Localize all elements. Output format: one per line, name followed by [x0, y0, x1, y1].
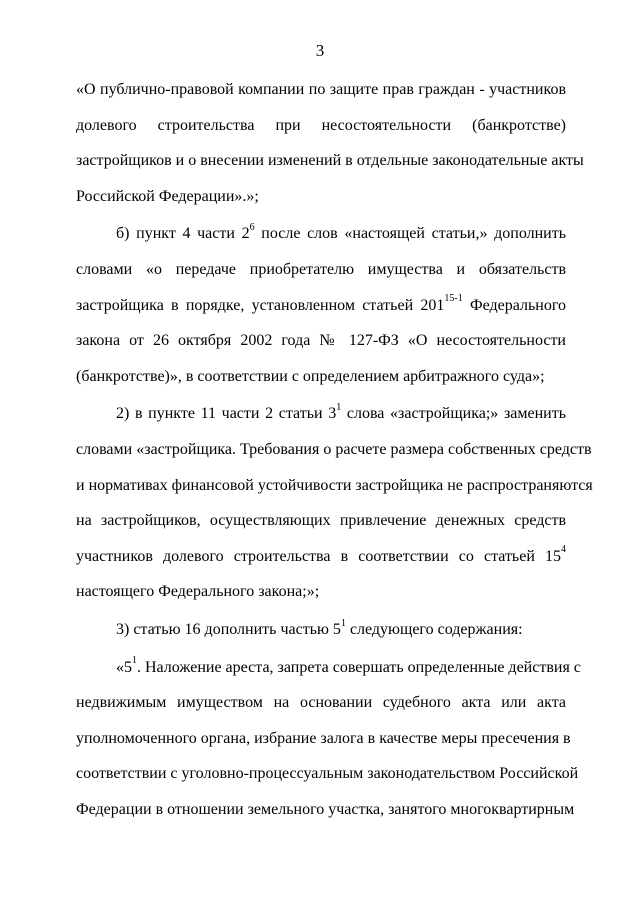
- text-line: (банкротстве)», в соответствии с определением арбитражного суда»;: [76, 367, 545, 385]
- text-line: словами «о передаче приобретателю имущества и обязательств: [76, 260, 566, 278]
- superscript: 1: [336, 402, 342, 414]
- superscript: 6: [249, 222, 255, 234]
- paragraph-point-2: [76, 396, 593, 610]
- text-fragment: участников долевого строительства в соответствии со статьей 15: [76, 547, 561, 565]
- document-body: [76, 72, 593, 827]
- text-fragment: следующего содержания:: [345, 620, 523, 638]
- text-fragment: 2) в пункте 11 части 2 статьи 3: [116, 405, 337, 423]
- text-fragment: б) пункт 4 части 2: [116, 225, 250, 243]
- text-line: [76, 539, 566, 575]
- superscript: 1: [132, 655, 137, 667]
- text-line: на застройщиков, осуществляющих привлечение денежных средств: [76, 512, 566, 530]
- text-line: [76, 612, 566, 648]
- text-line: словами «застройщика. Требования о расчете размера собственных средств: [76, 440, 592, 458]
- text-line: [76, 216, 566, 252]
- paragraph-law-title-continuation: [76, 72, 584, 214]
- superscript: 15-1: [444, 293, 463, 305]
- paragraph-subpoint-b: [76, 216, 566, 394]
- text-line: Федерации в отношении земельного участка, занятого многоквартирным: [76, 800, 575, 818]
- text-line: застройщиков и о внесении изменений в отдельные законодательные акты: [76, 152, 584, 170]
- paragraph-part-5-1: [76, 650, 581, 828]
- text-fragment: 3) статью 16 дополнить частью 5: [116, 620, 341, 638]
- text-line: [76, 288, 566, 324]
- text-fragment: застройщика в порядке, установленном статьей 201: [76, 296, 445, 314]
- text-line: настоящего Федерального закона;»;: [76, 583, 320, 601]
- text-line: уполномоченного органа, избрание залога в качестве меры пресечения в: [76, 729, 571, 747]
- text-line: Российской Федерации».»;: [76, 187, 259, 205]
- superscript: 1: [340, 617, 346, 629]
- text-line: [76, 650, 581, 686]
- text-fragment: слова «застройщика;» заменить: [341, 405, 567, 423]
- text-line: долевого строительства при несостоятельности (банкротстве): [76, 116, 566, 134]
- text-fragment: . Наложение ареста, запрета совершать определенные действия с: [137, 658, 581, 676]
- text-fragment: «5: [116, 658, 132, 676]
- text-fragment: Федерального: [462, 296, 567, 314]
- paragraph-point-3: [76, 612, 566, 648]
- text-line: соответствии с уголовно-процессуальным законодательством Российской: [76, 765, 579, 783]
- text-line: закона от 26 октября 2002 года № 127-ФЗ «О несостоятельности: [76, 332, 566, 350]
- text-line: недвижимым имуществом на основании судебного акта или акта: [76, 694, 566, 712]
- page-number: 3: [315, 41, 325, 60]
- text-line: и нормативах финансовой устойчивости застройщика не распространяются: [76, 476, 593, 494]
- text-line: «О публично-правовой компании по защите прав граждан - участников: [76, 81, 566, 98]
- text-fragment: после слов «настоящей статьи,» дополнить: [254, 225, 567, 243]
- text-line: [76, 396, 566, 432]
- superscript: 4: [561, 544, 566, 556]
